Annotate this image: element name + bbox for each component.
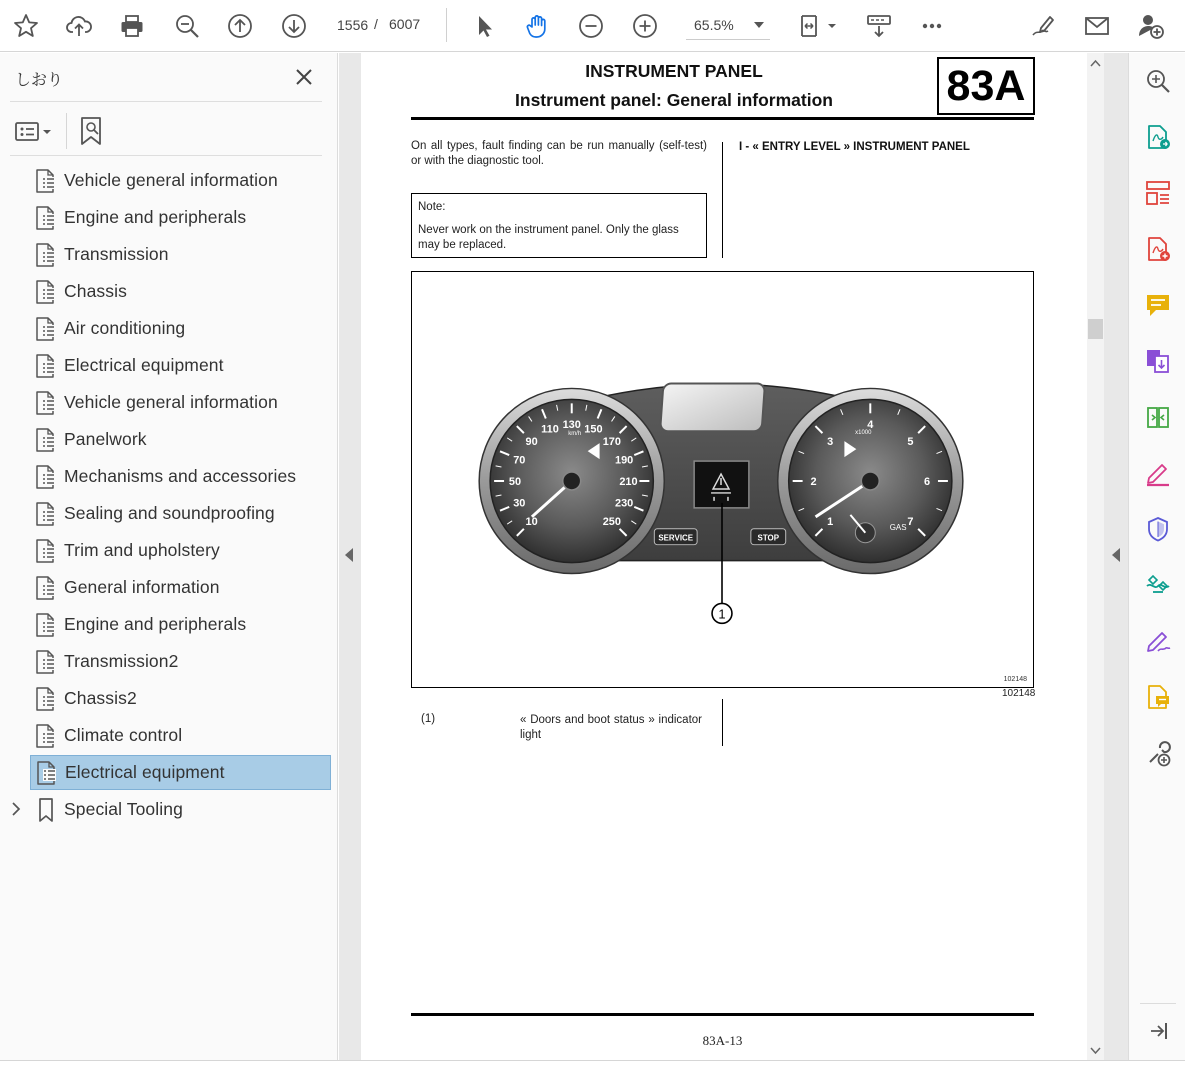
document-bookmark-icon (35, 760, 59, 786)
bookmark-label: Transmission (64, 244, 169, 264)
organize-pages-icon[interactable] (1142, 177, 1174, 209)
speedo-label: 250 (602, 516, 621, 529)
bookmark-item[interactable] (30, 459, 331, 494)
speedo-label: 150 (584, 423, 603, 436)
document-bookmark-icon (34, 168, 58, 194)
note-label: Note: (418, 201, 446, 213)
send-comments-icon[interactable] (1142, 681, 1174, 713)
minus-circle-icon[interactable] (573, 8, 609, 44)
document-viewport[interactable] (339, 53, 1128, 1060)
comment-icon[interactable] (1142, 289, 1174, 321)
panel-divider (10, 155, 322, 156)
tacho-label: 1 (827, 516, 834, 529)
bookmark-label: Vehicle general information (64, 170, 278, 190)
print-icon[interactable] (114, 8, 150, 44)
tacho-label: 5 (907, 435, 914, 448)
vertical-scrollbar[interactable] (1087, 53, 1104, 1060)
compress-icon[interactable] (1142, 401, 1174, 433)
document-bookmark-icon (34, 575, 58, 601)
bookmark-item[interactable] (30, 274, 331, 309)
legend-description: « Doors and boot status » indicator light (520, 714, 702, 741)
document-bookmark-icon (34, 538, 58, 564)
section-heading: I - « ENTRY LEVEL » INSTRUMENT PANEL (739, 141, 970, 153)
speedo-label: 90 (525, 435, 538, 448)
tacho-label: 6 (923, 475, 931, 488)
scrollbar-thumb[interactable] (1088, 319, 1103, 339)
note-text: Never work on the instrument panel. Only the glass may be replaced. (418, 224, 679, 251)
speedo-label: 10 (525, 516, 538, 529)
request-signature-icon[interactable] (1142, 625, 1174, 657)
bookmark-item[interactable] (30, 718, 331, 753)
callout-number: 1 (718, 606, 726, 622)
bookmark-item[interactable] (30, 533, 331, 568)
service-label: SERVICE (658, 533, 694, 543)
bookmark-options-icon[interactable] (14, 119, 58, 145)
footer-rule (411, 1013, 1034, 1016)
note-box (411, 193, 707, 258)
instrument-panel-figure (411, 271, 1034, 688)
zoom-value: 65.5% (694, 16, 734, 33)
bookmark-label: Sealing and soundproofing (64, 503, 275, 523)
bookmark-label: Engine and peripherals (64, 207, 247, 227)
current-page-input[interactable]: 1556 (337, 17, 369, 33)
speedo-label: 70 (513, 454, 526, 467)
create-pdf-icon[interactable] (1142, 233, 1174, 265)
arrow-up-circle-icon[interactable] (222, 8, 258, 44)
tacho-label: 4 (867, 419, 874, 432)
tools-rail (1128, 53, 1185, 1060)
bookmarks-panel (0, 53, 338, 1060)
tacho-label: 3 (827, 435, 834, 448)
title-rule (411, 117, 1034, 120)
bookmark-label: Climate control (64, 725, 183, 745)
bookmark-label: Air conditioning (64, 318, 186, 338)
speedo-label: 190 (615, 454, 634, 467)
panel-tools (10, 109, 322, 153)
mail-icon[interactable] (1079, 8, 1115, 44)
speedo-label: 130 (562, 419, 581, 432)
star-icon[interactable] (8, 8, 44, 44)
bookmark-item[interactable] (30, 570, 331, 605)
bookmark-label: Electrical equipment (65, 762, 225, 782)
toolbar-divider (446, 8, 447, 42)
zoom-out-magnifier-icon[interactable] (169, 8, 205, 44)
cursor-icon[interactable] (466, 8, 502, 44)
collapse-left-panel-icon[interactable] (344, 548, 354, 562)
bookmark-label: Mechanisms and accessories (64, 466, 297, 486)
arrow-down-circle-icon[interactable] (276, 8, 312, 44)
bookmark-item[interactable] (30, 385, 331, 420)
bookmark-item[interactable] (30, 607, 331, 642)
legend-number: (1) (421, 713, 436, 725)
bookmark-label: Engine and peripherals (64, 614, 247, 634)
document-bookmark-icon (34, 353, 58, 379)
scroll-up-icon[interactable] (1089, 57, 1102, 69)
speedo-label: 110 (541, 423, 559, 436)
bookmark-item[interactable] (30, 200, 331, 235)
more-tools-icon[interactable] (1142, 737, 1174, 769)
scroll-down-icon[interactable] (1089, 1043, 1102, 1055)
fit-page-icon[interactable] (794, 8, 840, 44)
collapse-right-panel-icon[interactable] (1111, 548, 1121, 562)
speedo-unit: km/h (568, 431, 582, 438)
document-bookmark-icon (34, 723, 58, 749)
plus-circle-icon[interactable] (627, 8, 663, 44)
combine-files-icon[interactable] (1142, 345, 1174, 377)
tacho-label: 2 (810, 475, 817, 488)
bookmark-item[interactable] (30, 496, 331, 531)
new-bookmark-icon[interactable] (78, 115, 106, 147)
bookmark-icon (34, 797, 58, 823)
cloud-upload-icon[interactable] (61, 8, 97, 44)
add-user-icon[interactable] (1133, 8, 1169, 44)
window-edge (1185, 0, 1200, 1078)
panel-divider (10, 101, 322, 102)
collapse-rail-icon[interactable] (1142, 1015, 1174, 1047)
bookmark-item[interactable] (30, 163, 331, 198)
close-icon[interactable] (292, 65, 316, 89)
document-bookmark-icon (34, 501, 58, 527)
stop-label: STOP (757, 533, 780, 543)
document-bookmark-icon (34, 649, 58, 675)
column-divider (722, 699, 723, 746)
intro-paragraph: On all types, fault finding can be run manually (self-test) or with the diagnostic tool. (411, 140, 707, 167)
document-bookmark-icon (34, 464, 58, 490)
page-title: INSTRUMENT PANEL (585, 61, 763, 81)
bookmark-label: Trim and upholstery (64, 540, 220, 560)
document-bookmark-icon (34, 279, 58, 305)
more-icon[interactable] (914, 8, 950, 44)
speedo-label: 210 (619, 475, 638, 488)
speedo-label: 170 (602, 435, 621, 448)
pdf-page (361, 53, 1088, 1060)
bookmark-label: Chassis2 (64, 688, 137, 708)
bookmark-item[interactable] (30, 422, 331, 457)
bookmark-item[interactable] (30, 681, 331, 716)
document-bookmark-icon (34, 242, 58, 268)
sign-icon[interactable] (1025, 8, 1061, 44)
search-zoom-icon[interactable] (1142, 65, 1174, 97)
hand-icon[interactable] (519, 8, 555, 44)
document-bookmark-icon (34, 427, 58, 453)
document-bookmark-icon (34, 686, 58, 712)
bookmark-label: Electrical equipment (64, 355, 224, 375)
tools-divider (66, 113, 67, 149)
figure-code-inner: 102148 (1003, 676, 1027, 683)
bookmark-item[interactable] (30, 755, 331, 790)
document-bookmark-icon (34, 205, 58, 231)
tacho-unit: x1000 (855, 430, 872, 437)
page-footer: 83A-13 (702, 1033, 743, 1048)
instrument-panel-illustration (412, 272, 1033, 687)
export-pdf-icon[interactable] (1142, 121, 1174, 153)
bookmark-item[interactable] (30, 237, 331, 272)
total-pages: 6007 (389, 16, 421, 32)
status-strip (0, 1060, 1185, 1078)
bookmark-label: Special Tooling (64, 799, 183, 819)
bookmark-label: General information (64, 577, 220, 597)
page-subtitle: Instrument panel: General information (515, 90, 833, 110)
fill-sign-icon[interactable] (1142, 457, 1174, 489)
redact-icon[interactable] (1142, 569, 1174, 601)
protect-icon[interactable] (1142, 513, 1174, 545)
section-code: 83A (937, 57, 1035, 115)
rail-divider (1140, 1003, 1176, 1004)
bookmark-item[interactable] (30, 792, 331, 827)
document-bookmark-icon (34, 612, 58, 638)
document-bookmark-icon (34, 390, 58, 416)
bookmark-label: Vehicle general information (64, 392, 278, 412)
chevron-right-icon[interactable] (8, 800, 24, 818)
figure-code: 102148 (1002, 688, 1036, 699)
document-bookmark-icon (34, 316, 58, 342)
bookmark-item[interactable] (30, 348, 331, 383)
bookmark-label: Transmission2 (64, 651, 179, 671)
bookmark-item[interactable] (30, 644, 331, 679)
scroll-mode-icon[interactable] (861, 8, 897, 44)
fuel-label: GAS (889, 522, 907, 532)
bookmark-label: Panelwork (64, 429, 147, 449)
speedo-label: 50 (508, 475, 522, 488)
bookmark-item[interactable] (30, 311, 331, 346)
tacho-label: 7 (907, 516, 914, 529)
speedo-label: 230 (615, 497, 634, 510)
column-divider (722, 142, 723, 258)
page-separator: / (374, 16, 378, 32)
panel-title: しおり (15, 72, 64, 89)
speedo-label: 30 (513, 497, 526, 510)
zoom-select[interactable] (686, 10, 770, 40)
chevron-down-icon (754, 22, 764, 28)
bookmark-label: Chassis (64, 281, 127, 301)
top-toolbar (0, 0, 1200, 52)
